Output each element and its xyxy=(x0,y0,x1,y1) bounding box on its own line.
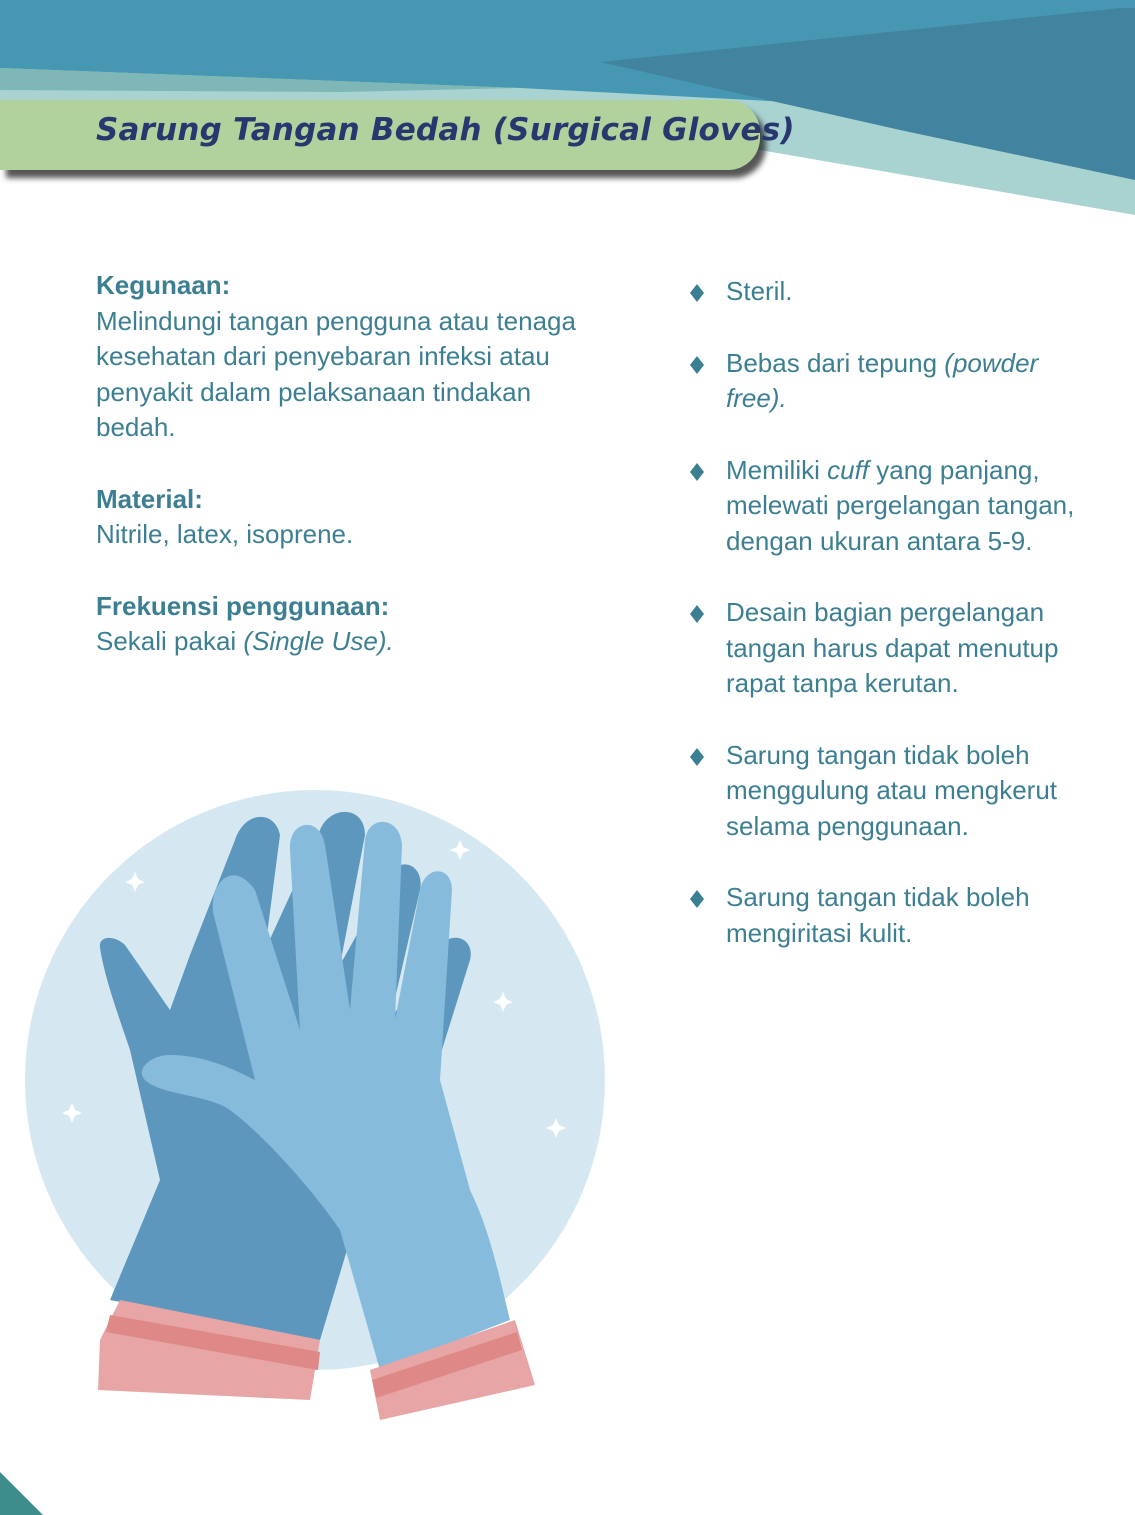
section-heading: Frekuensi penggunaan: xyxy=(96,590,390,621)
diamond-bullet-icon xyxy=(690,748,704,766)
bullet-text: Sarung tangan tidak boleh menggulung atau mengkerut selama penggunaan. xyxy=(726,739,1058,841)
bullet-item xyxy=(686,453,1106,560)
section-heading: Kegunaan: xyxy=(96,270,231,300)
bullet-italic-text: cuff xyxy=(827,454,870,485)
section-material xyxy=(96,482,586,553)
section-body: Melindungi tangan pengguna atau tenaga kesehatan dari penyebaran infeksi atau penyakit dalam pelaksanaan tindakan bedah. xyxy=(96,305,576,442)
bullet-text: yang panjang, melewati pergelangan tangan, dengan ukuran antara 5-9. xyxy=(726,454,1075,556)
section-kegunaan xyxy=(96,268,586,446)
bullet-item xyxy=(686,274,1106,310)
bullet-text: Sarung tangan tidak boleh mengiritasi kulit. xyxy=(726,882,1030,948)
bullet-text: Memiliki xyxy=(726,454,828,485)
bullet-item xyxy=(686,880,1106,951)
diamond-bullet-icon xyxy=(690,605,704,623)
section-heading: Material: xyxy=(96,483,203,514)
diamond-bullet-icon xyxy=(690,890,704,908)
section-frekuensi xyxy=(96,589,586,660)
bullet-item xyxy=(686,346,1106,417)
corner-decoration xyxy=(0,1472,44,1515)
bullet-text: Desain bagian pergelangan tangan harus dapat menutup rapat tanpa kerutan. xyxy=(726,597,1059,698)
section-body xyxy=(96,624,586,660)
diamond-bullet-icon xyxy=(690,284,704,302)
page-title: Sarung Tangan Bedah (Surgical Gloves) xyxy=(96,112,795,148)
left-column xyxy=(96,268,586,696)
bullet-italic-text: (powder free). xyxy=(726,347,1039,413)
bullet-text: Steril. xyxy=(726,276,793,306)
surgical-gloves-illustration-icon xyxy=(20,780,620,1430)
bullet-item xyxy=(686,595,1106,702)
diamond-bullet-icon xyxy=(690,356,704,374)
body-text: Sekali pakai xyxy=(96,626,244,656)
diamond-bullet-icon xyxy=(690,463,704,481)
bullet-text: Bebas dari tepung xyxy=(726,347,945,378)
bullet-item xyxy=(686,738,1106,845)
right-column-bullets xyxy=(686,274,1106,987)
section-body: Nitrile, latex, isoprene. xyxy=(96,519,354,549)
body-italic-text: (Single Use). xyxy=(243,626,394,656)
